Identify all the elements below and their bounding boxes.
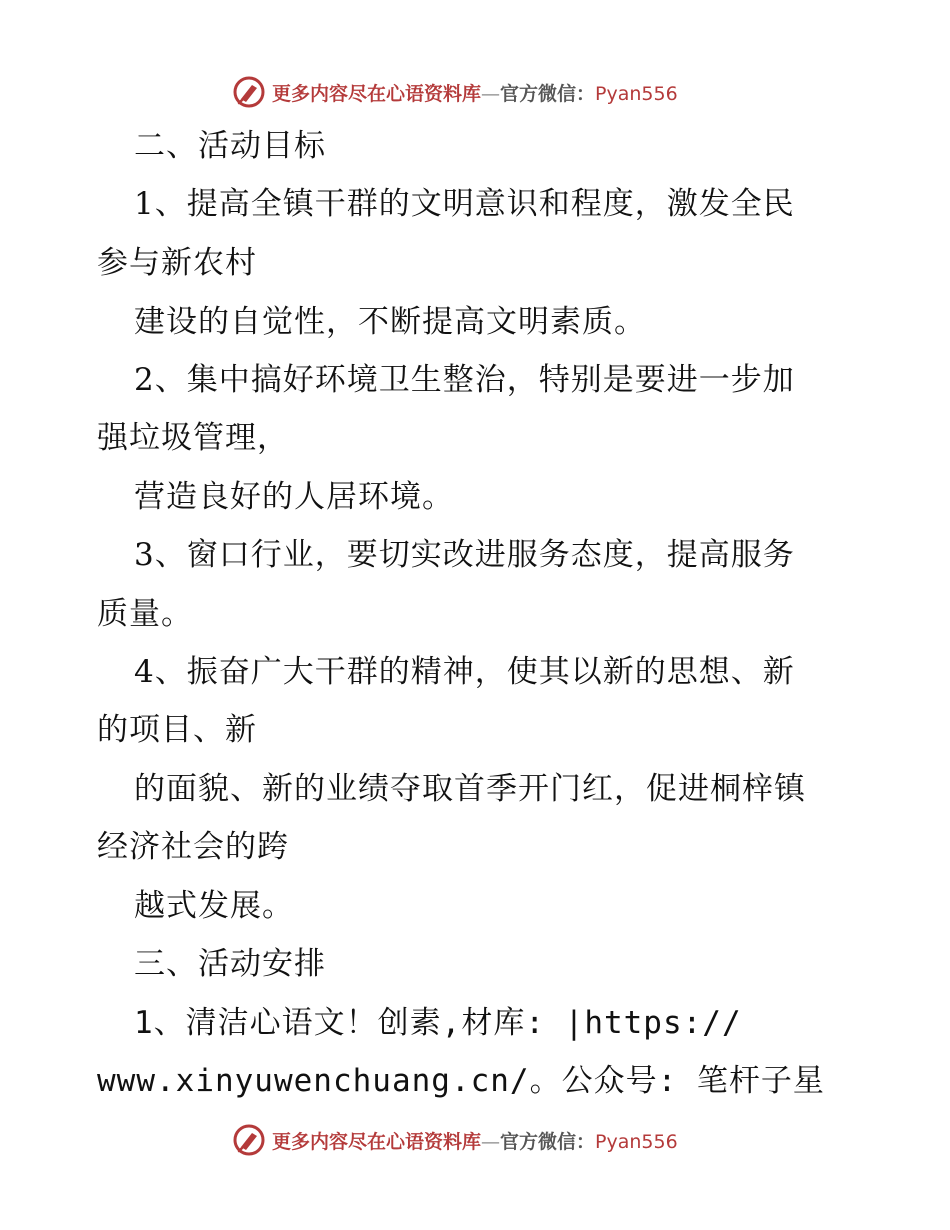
paragraph-line: 1、提高全镇干群的文明意识和程度，激发全民 <box>134 186 795 222</box>
paragraph-line: 强垃圾管理， <box>97 420 289 456</box>
paragraph-line: 营造良好的人居环境。 <box>134 479 454 515</box>
header-banner <box>232 72 712 112</box>
section-heading: 二、活动目标 <box>134 128 326 164</box>
paragraph-line: 1、清洁心语文！创素,材库: |https:// <box>134 1005 742 1041</box>
paragraph-line: www.xinyuwenchuang.cn/。公众号: 笔杆子星 <box>97 1063 825 1099</box>
paragraph-line: 3、窗口行业，要切实改进服务态度，提高服务 <box>134 537 795 573</box>
banner-text <box>272 1127 678 1154</box>
paragraph-line: 参与新农村 <box>97 245 257 281</box>
paragraph-line: 的项目、新 <box>97 712 257 748</box>
paragraph-line: 质量。 <box>97 596 193 632</box>
paragraph-line: 越式发展。 <box>134 888 294 924</box>
paragraph-line: 4、振奋广大干群的精神，使其以新的思想、新 <box>134 654 795 690</box>
brand-logo-icon <box>232 75 266 109</box>
banner-prefix: 更多内容尽在心语资料库 <box>272 1130 482 1153</box>
brand-logo-icon <box>232 1123 266 1157</box>
paragraph-line: 建设的自觉性，不断提高文明素质。 <box>134 304 646 340</box>
banner-dash: — <box>481 82 501 105</box>
banner-prefix: 更多内容尽在心语资料库 <box>272 82 482 105</box>
paragraph-line: 的面貌、新的业绩夺取首季开门红，促进桐梓镇 <box>134 771 806 807</box>
paragraph-line: 2、集中搞好环境卫生整治，特别是要进一步加 <box>134 362 795 398</box>
banner-wechat-label: 官方微信： <box>500 1130 596 1153</box>
paragraph-line: 经济社会的跨 <box>97 829 289 865</box>
section-heading: 三、活动安排 <box>134 946 326 982</box>
banner-dash: — <box>481 1130 501 1153</box>
banner-text <box>272 79 678 106</box>
banner-wechat-label: 官方微信： <box>500 82 596 105</box>
footer-banner <box>232 1120 712 1160</box>
banner-wechat-id: Pyan556 <box>595 1130 678 1153</box>
banner-wechat-id: Pyan556 <box>595 82 678 105</box>
